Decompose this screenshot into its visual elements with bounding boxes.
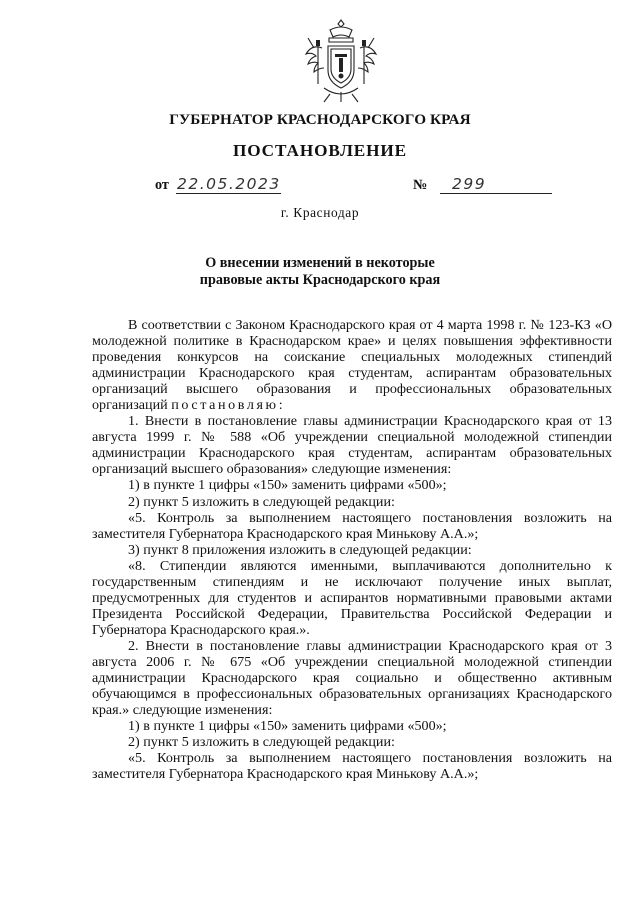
paragraph-sub-1: 1) в пункте 1 цифры «150» заменить цифрами «500»; [128,477,447,494]
coat-of-arms-icon [300,18,382,106]
subject-line-1: О внесении изменений в некоторые [205,255,435,271]
document-type: ПОСТАНОВЛЕНИЕ [232,141,408,160]
paragraph-sub-2b: 2) пункт 5 изложить в следующей редакции: [128,734,395,751]
document-body [92,317,612,782]
document-date: 22.05.2023 [177,175,281,193]
decree-word: постановляю [171,397,279,414]
document-number: 299 [452,175,487,193]
number-prefix: № [413,177,428,193]
paragraph-quote-8: «8. Стипендии являются именными, выплачиваются дополнительно к государственным стипендиям и не исключают получение иных выплат, предусмотренных для студентов и аспирантов нормативными правовыми актами Президента Российской Федерации, Правительства Российской Федерации и Губернатора Краснодарского края.». [92,557,612,638]
date-underline [176,193,281,194]
preamble-colon: : [278,397,283,414]
document-subject [0,255,640,289]
paragraph-preamble [92,317,612,413]
subject-line-2: правовые акты Краснодарского края [199,272,441,289]
paragraph-sub-3: 3) пункт 8 приложения изложить в следующей редакции: [128,541,472,558]
date-prefix: от [155,177,169,193]
paragraph-quote-5b: «5. Контроль за выполнением настоящего постановления возложить на заместителя Губернатора Краснодарского края Минькову А.А.»; [92,750,612,783]
preamble-text: В соответствии с Законом Краснодарского края от 4 марта 1998 г. № 123-КЗ «О молодежной политике в Краснодарском крае» и целях повышения эффективности проведения конкурсов на соискание специальных молодежных стипендий администрации Краснодарского края студентам, аспирантам образовательных организаций высшего образования и профессиональных образовательных организаций [92,317,612,414]
paragraph-item-1: 1. Внести в постановление главы администрации Краснодарского края от 13 августа 1999 г. № 588 «Об учреждении специальной молодежной стипендии администрации Краснодарского края студентам, аспирантам образовательных организаций высшего образования» следующие изменения: [92,413,612,478]
paragraph-quote-5: «5. Контроль за выполнением настоящего постановления возложить на заместителя Губернатора Краснодарского края Минькову А.А.»; [92,509,612,542]
paragraph-sub-1b: 1) в пункте 1 цифры «150» заменить цифрами «500»; [128,718,447,735]
paragraph-item-2: 2. Внести в постановление главы администрации Краснодарского края от 3 августа 2006 г. № 675 «Об учреждении специальной молодежной стипендии администрации Краснодарского края социально и общественно активным обучающимся в профессиональных образовательных организациях Краснодарского края.» следующие изменения: [92,637,612,719]
number-underline [440,193,552,194]
authority-title: ГУБЕРНАТОР КРАСНОДАРСКОГО КРАЯ [169,111,471,128]
city-line: г. Краснодар [280,205,360,220]
paragraph-sub-2: 2) пункт 5 изложить в следующей редакции: [128,493,395,510]
